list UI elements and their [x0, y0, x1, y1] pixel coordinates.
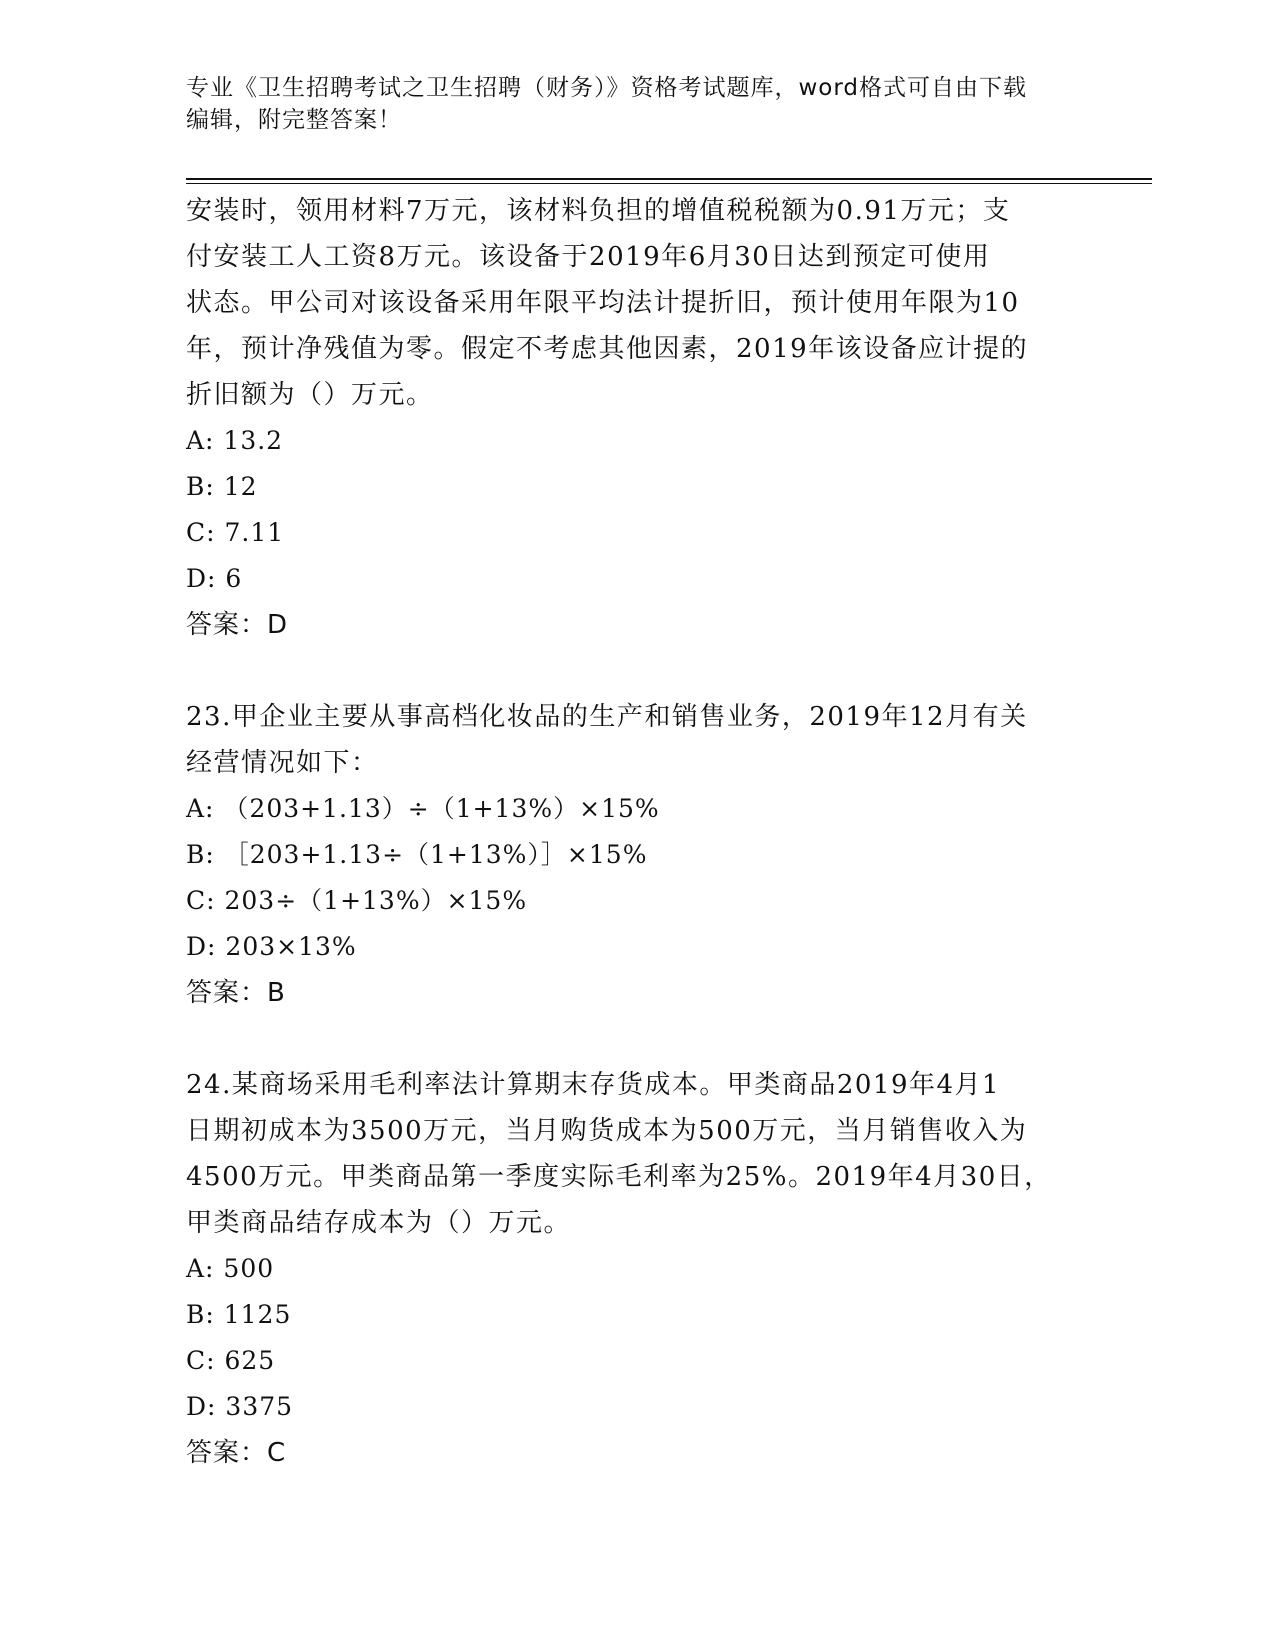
option-d: D: 3375 [186, 1392, 294, 1421]
answer-line: 答案：B [186, 978, 286, 1008]
option-c: C: 7.11 [186, 518, 285, 547]
stem-line: 折旧额为（）万元。 [186, 380, 434, 410]
option-b: B: 1125 [186, 1300, 292, 1329]
question-22 [186, 188, 1086, 648]
answer-line: 答案：D [186, 610, 289, 640]
question-stem [186, 1062, 1086, 1246]
question-stem [186, 694, 1086, 786]
stem-line: 年，预计净残值为零。假定不考虑其他因素，2019年该设备应计提的 [186, 334, 1029, 364]
header-divider-thick [186, 178, 1152, 180]
spacer [186, 648, 1086, 694]
stem-line: 安装时，领用材料7万元，该材料负担的增值税税额为0.91万元；支 [186, 196, 1011, 226]
option-c: C: 203÷（1+13%）×15% [186, 886, 528, 915]
stem-line: 日期初成本为3500万元，当月购货成本为500万元，当月销售收入为 [186, 1116, 1028, 1146]
option-a: A: 500 [186, 1254, 275, 1283]
option-a: A: （203+1.13）÷（1+13%）×15% [186, 794, 660, 823]
question-24 [186, 1062, 1086, 1476]
stem-line: 4500万元。甲类商品第一季度实际毛利率为25%。2019年4月30日， [186, 1162, 1052, 1192]
question-23 [186, 694, 1086, 1016]
option-d: D: 6 [186, 564, 243, 593]
stem-line: 状态。甲公司对该设备采用年限平均法计提折旧，预计使用年限为10 [186, 288, 1020, 318]
option-a: A: 13.2 [186, 426, 284, 455]
option-d: D: 203×13% [186, 932, 357, 961]
header-title-line-2: 编辑，附完整答案！ [186, 107, 402, 133]
option-b: B: ［203+1.13÷（1+13%）］×15% [186, 840, 648, 869]
answer-line: 答案：C [186, 1438, 287, 1468]
stem-line: 付安装工人工资8万元。该设备于2019年6月30日达到预定可使用 [186, 242, 991, 272]
spacer [186, 1016, 1086, 1062]
option-c: C: 625 [186, 1346, 276, 1375]
option-b: B: 12 [186, 472, 258, 501]
question-stem [186, 188, 1086, 418]
stem-line: 甲类商品结存成本为（）万元。 [186, 1208, 572, 1238]
stem-line: 23.甲企业主要从事高档化妆品的生产和销售业务，2019年12月有关 [186, 702, 1028, 732]
document-header [186, 72, 1086, 136]
document-body [186, 188, 1086, 1476]
stem-line: 经营情况如下： [186, 748, 379, 778]
header-title-line-1: 专业《卫生招聘考试之卫生招聘（财务）》资格考试题库，word格式可自由下载 [186, 75, 1028, 101]
header-divider-thin [186, 183, 1152, 184]
stem-line: 24.某商场采用毛利率法计算期末存货成本。甲类商品2019年4月1 [186, 1070, 1001, 1100]
